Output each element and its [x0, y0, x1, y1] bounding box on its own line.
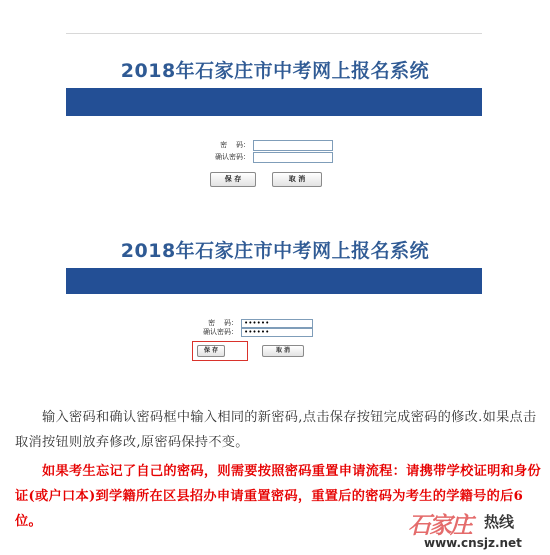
save-button[interactable]: 保 存: [197, 345, 225, 357]
forgotten-password-notice: 如果考生忘记了自己的密码，则需要按照密码重置申请流程：请携带学校证明和身份证(或户口本)到学籍所在区县招办申请重置密码，重置后的密码为考生的学籍号的后6位。: [15, 464, 542, 529]
header-banner: [66, 268, 482, 294]
instruction-paragraph: 输入密码和确认密码框中输入相同的新密码,点击保存按钮完成密码的修改.如果点击取消按钮则放弃修改,原密码保持不变。: [15, 410, 537, 450]
confirm-password-label: 确认密码：: [203, 328, 238, 336]
confirm-password-input[interactable]: [253, 152, 333, 163]
password-label: 密 码：: [208, 319, 238, 327]
page-title: 2018年石家庄市中考网上报名系统: [120, 240, 430, 262]
cancel-button[interactable]: 取 消: [272, 172, 322, 187]
site-watermark: [408, 507, 548, 553]
confirm-password-input[interactable]: ••••••: [241, 328, 313, 337]
top-divider: [66, 33, 482, 34]
watermark-script: 石家庄: [408, 512, 471, 539]
password-input[interactable]: ••••••: [241, 319, 313, 328]
watermark-hotline: 热线: [484, 513, 515, 531]
password-label: 密 码：: [220, 141, 250, 149]
page-title: 2018年石家庄市中考网上报名系统: [120, 60, 430, 82]
confirm-password-label: 确认密码：: [215, 153, 250, 161]
password-input[interactable]: [253, 140, 333, 151]
header-banner: [66, 88, 482, 116]
cancel-button[interactable]: 取 消: [262, 345, 304, 357]
save-button[interactable]: 保 存: [210, 172, 256, 187]
watermark-url: www.cnsjz.net: [424, 536, 522, 550]
